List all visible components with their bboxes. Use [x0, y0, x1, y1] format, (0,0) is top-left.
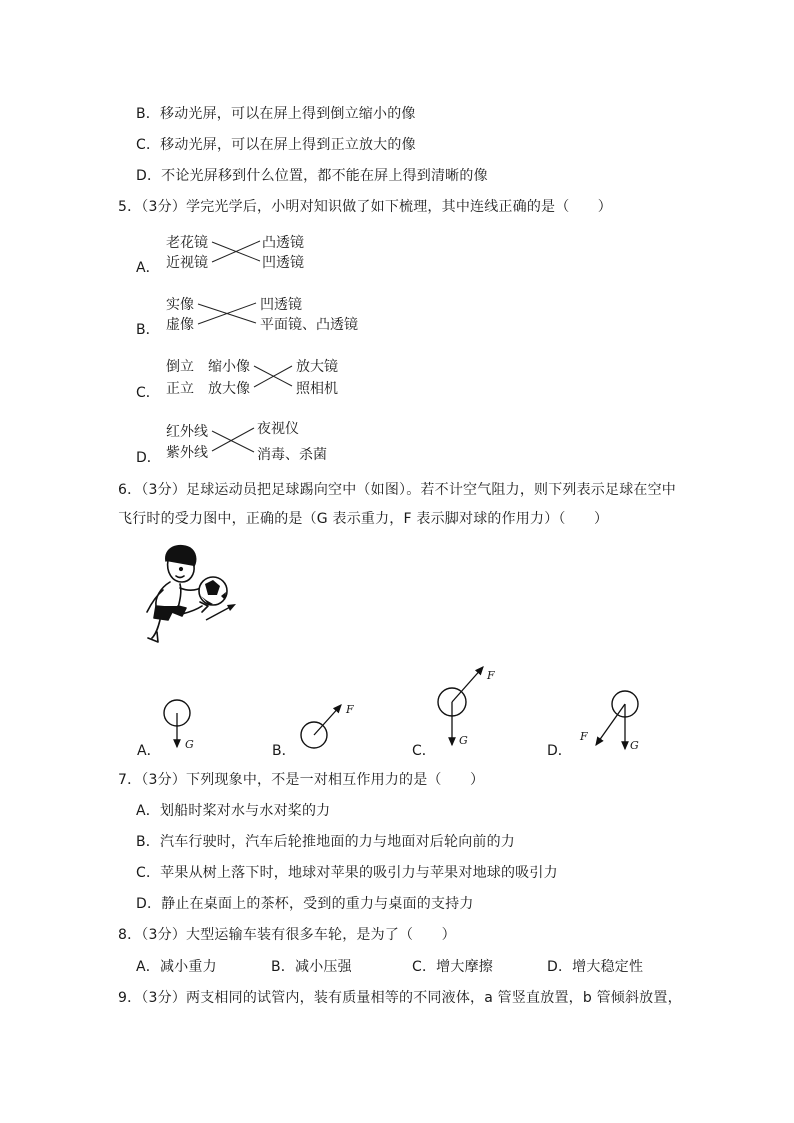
- match-left-item: 实像: [166, 297, 194, 313]
- match-left-item: 紫外线: [166, 445, 208, 461]
- match-left-item: 近视镜: [166, 255, 208, 271]
- match-right-item: 凹透镜: [260, 297, 302, 313]
- match-left-item: 倒立: [166, 359, 194, 375]
- q8-option-a: A．减小重力: [136, 959, 217, 975]
- match-right-item: 夜视仪: [257, 421, 299, 437]
- force-label-g: G: [630, 739, 639, 752]
- match-right-item: 放大镜: [296, 359, 338, 375]
- q9-stem: 9．（3分）两支相同的试管内，装有质量相等的不同液体，a 管竖直放置，b 管倾斜放置，: [118, 990, 682, 1006]
- q6-option-b-letter: B．: [272, 743, 296, 759]
- q7-option-a: A．划船时桨对水与水对桨的力: [136, 803, 331, 819]
- q6-stem-line1: 6．（3分）足球运动员把足球踢向空中（如图）。若不计空气阻力，则下列表示足球在空中: [118, 482, 677, 498]
- match-right-item: 照相机: [296, 381, 338, 397]
- q6-option-d-letter: D．: [547, 743, 572, 759]
- q8-option-b: B．减小压强: [271, 959, 352, 975]
- q8-stem: 8．（3分）大型运输车装有很多车轮，是为了（ ）: [118, 927, 456, 943]
- q5-stem: 5．（3分）学完光学后，小明对知识做了如下梳理，其中连线正确的是（ ）: [118, 199, 613, 215]
- q4-option-b: B．移动光屏，可以在屏上得到倒立缩小的像: [136, 106, 416, 122]
- q4-option-c: C．移动光屏，可以在屏上得到正立放大的像: [136, 137, 416, 153]
- q7-stem: 7．（3分）下列现象中，不是一对相互作用力的是（ ）: [118, 772, 485, 788]
- force-label-g: G: [459, 734, 468, 747]
- option-letter: C．: [136, 385, 160, 401]
- match-left-item: 正立: [166, 381, 194, 397]
- match-left-item: 虚像: [166, 317, 194, 333]
- match-left-item: 红外线: [166, 424, 208, 440]
- q6-option-c-letter: C．: [412, 743, 436, 759]
- force-label-f: F: [487, 669, 495, 682]
- option-letter: D．: [136, 450, 161, 466]
- force-label-g: G: [185, 738, 194, 751]
- force-diagram-b: [301, 705, 341, 748]
- force-label-f: F: [580, 730, 588, 743]
- q4-option-d: D．不论光屏移到什么位置，都不能在屏上得到清晰的像: [136, 168, 488, 184]
- option-letter: B．: [136, 322, 160, 338]
- q8-option-d: D．增大稳定性: [547, 959, 644, 975]
- match-left-item: 老花镜: [166, 235, 208, 251]
- q8-option-c: C．增大摩擦: [412, 959, 493, 975]
- match-right-item: 平面镜、凸透镜: [260, 317, 358, 333]
- q7-option-c: C．苹果从树上落下时，地球对苹果的吸引力与苹果对地球的吸引力: [136, 865, 558, 881]
- q7-option-b: B．汽车行驶时，汽车后轮推地面的力与地面对后轮向前的力: [136, 834, 516, 850]
- match-right-item: 凸透镜: [262, 235, 304, 251]
- q6-option-a-letter: A．: [137, 743, 161, 759]
- match-left-item: 放大像: [208, 381, 250, 397]
- match-right-item: 凹透镜: [262, 255, 304, 271]
- force-label-f: F: [346, 703, 354, 716]
- q6-stem-line2: 飞行时的受力图中，正确的是（G 表示重力，F 表示脚对球的作用力）（ ）: [118, 511, 609, 527]
- match-right-item: 消毒、杀菌: [257, 447, 327, 463]
- q7-option-d: D．静止在桌面上的茶杯，受到的重力与桌面的支持力: [136, 896, 474, 912]
- option-letter: A．: [136, 260, 160, 276]
- match-left-item: 缩小像: [208, 359, 250, 375]
